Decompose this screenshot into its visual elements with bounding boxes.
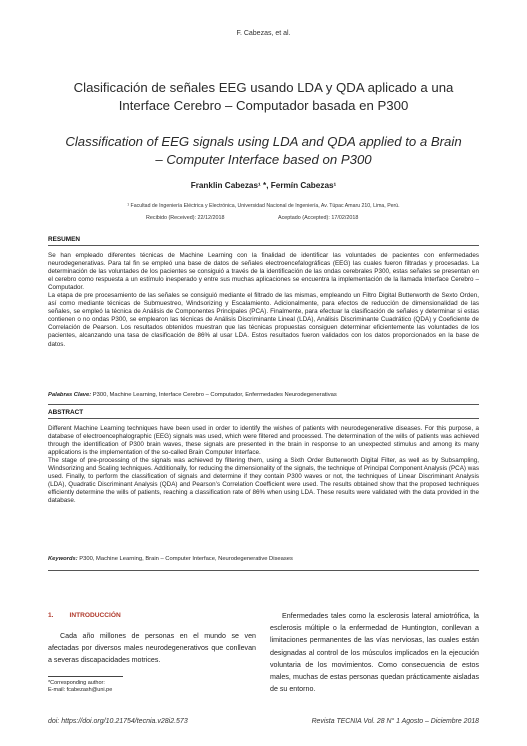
- intro-text: Cada año millones de personas en el mundo se ven afectadas por diversos males neurodegenerativos que conllevan a severas discapacidades motrices.: [48, 632, 256, 664]
- keywords-text: P300, Machine Learning, Brain – Computer Interface, Neurodegenerative Diseases: [77, 556, 293, 562]
- title-english: Classification of EEG signals using LDA and QDA applied to a Brain – Computer Interface based on P300: [65, 134, 462, 167]
- right-column-text: Enfermedades tales como la esclerosis lateral amiotrófica, la esclerosis múltiple o la enfermedad de Huntington, conllevan a limitaciones permanentes de las vías nerviosas, las cuales están designadas al control de los músculos implicados en la ejecución voluntaria de los movimientos. Como consecuencia de estos males, muchas de estas personas quedan prácticamente aisladas de su entorno.: [270, 612, 479, 694]
- right-column: [270, 610, 479, 695]
- palabras-clave: [48, 392, 479, 398]
- resumen-paragraph-2: La etapa de pre procesamiento de las señales se consiguió mediante el filtrado de las mismas, empleando un Filtro Digital Butterworth de Sexto Orden, así como mediante técnicas de Submuestreo, Windsorizing y Escalamiento. Adicionalmente, para efectos de reducción de dimensionalidad de las señales, se empleó la técnica de Análisis de Componentes Principales (PCA). Finalmente, para efectuar la clasificación de señales y determinar si estas contienen o no ondas P300, se emplearon las técnicas de Análisis Discriminante Lineal (LDA), Análisis Discriminante Cuadrático (QDA) y Coeficiente de Correlación de Pearson. Los resultados obtenidos muestran que las técnicas propuestas consiguen determinar eficientemente las voluntades de los pacientes, alcanzando una tasa de clasificación de 86% al usar LDA. Estos resultados fueron validados con los datos proporcionados en la base de datos.: [48, 292, 479, 348]
- keywords-rule-en: [48, 570, 479, 571]
- footnote: [48, 680, 112, 695]
- intro-paragraph: [48, 630, 256, 666]
- footnote-email: E-mail: fcabezash@uni.pe: [48, 687, 113, 694]
- running-header: F. Cabezas, et al.: [236, 30, 291, 37]
- abstract-body: [48, 425, 479, 505]
- palabras-clave-label: Palabras Clave:: [48, 392, 92, 398]
- resumen-paragraph-1: Se han empleado diferentes técnicas de Machine Learning con la finalidad de identificar las voluntades de pacientes con enfermedades neurodegenerativas. Para tal fin se empleó una base de datos de señales electroencefalográficas (EEG) las cuales fueron filtradas y procesadas. La determinación de las voluntades de los pacientes se consiguió a través de la identificación de las ondas cerebrales P300, estas señales se presentan en el cerebro como respuesta a un estímulo inesperado y entre sus muchas aplicaciones se encuentra la implementación de la llamada Interface Cerebro – Computador.: [48, 252, 479, 292]
- footer-doi[interactable]: doi: https://doi.org/10.21754/tecnia.v28i2.573: [48, 718, 188, 725]
- abstract-heading: ABSTRACT: [48, 409, 84, 416]
- intro-heading: [48, 612, 121, 619]
- abstract-paragraph-2: The stage of pre-processing of the signals was achieved by filtering them, using a Sixth Order Butterworth Digital Filter, as well as by Subsampling, Windsorizing and Scaling techniques. Additionally, for reducing the dimensionality of the signals, the technique of Principal Component Analysis (PCA) was used. Finally, to perform the classification of signals and determine if they contain P300 waves or not, the techniques of Linear Discriminant Analysis (LDA), Quadratic Discriminant Analysis (QDA) and Pearson’s Correlation Coefficient were used. The results obtained show that the proposed techniques efficiently determine the wills of patients, reaching a classification rate of 86% when using LDA. These results were validated with the data provided in the database.: [48, 457, 479, 505]
- palabras-clave-text: P300, Machine Learning, Interface Cerebro – Computador, Enfermedades Neurodegenerativas: [91, 392, 337, 398]
- keywords: [48, 556, 479, 562]
- title-spanish: Clasificación de señales EEG usando LDA y QDA aplicado a una Interface Cerebro – Computador basada en P300: [73, 80, 454, 113]
- received-date: Recibido (Received): 22/12/2018: [146, 215, 225, 221]
- resumen-rule: [48, 245, 479, 246]
- intro-number: 1.: [48, 612, 54, 619]
- intro-title: INTRODUCCIÓN: [69, 612, 121, 619]
- keywords-label: Keywords:: [48, 556, 78, 562]
- footer-journal: Revista TECNIA Vol. 28 N° 1 Agosto – Diciembre 2018: [311, 718, 479, 725]
- resumen-heading: RESUMEN: [48, 236, 80, 243]
- affiliation: ¹ Facultad de Ingeniería Eléctrica y Electrónica, Universidad Nacional de Ingeniería, Av. Túpac Amaru 210, Lima, Perú.: [127, 203, 400, 209]
- keywords-rule-es: [48, 404, 479, 405]
- abstract-rule: [48, 418, 479, 419]
- footnote-line-1: *Corresponding author:: [48, 680, 105, 686]
- abstract-paragraph-1: Different Machine Learning techniques have been used in order to identify the wishes of patients with neurodegenerative diseases. For this purpose, a database of electroencephalographic (EEG) signals was used, which were filtered and processed. The determination of the wills of patients was achieved through the identification of P300 brain waves, these signals are presented in the brain in response to an unexpected stimulus and among its many applications is the implementation of the so-called Brain Computer Interface.: [48, 425, 479, 457]
- resumen-body: [48, 252, 479, 349]
- accepted-date: Aceptado (Accepted): 17/02/2018: [278, 215, 359, 221]
- footnote-rule: [48, 676, 123, 677]
- authors: Franklin Cabezas¹ *, Fermín Cabezas¹: [190, 181, 337, 190]
